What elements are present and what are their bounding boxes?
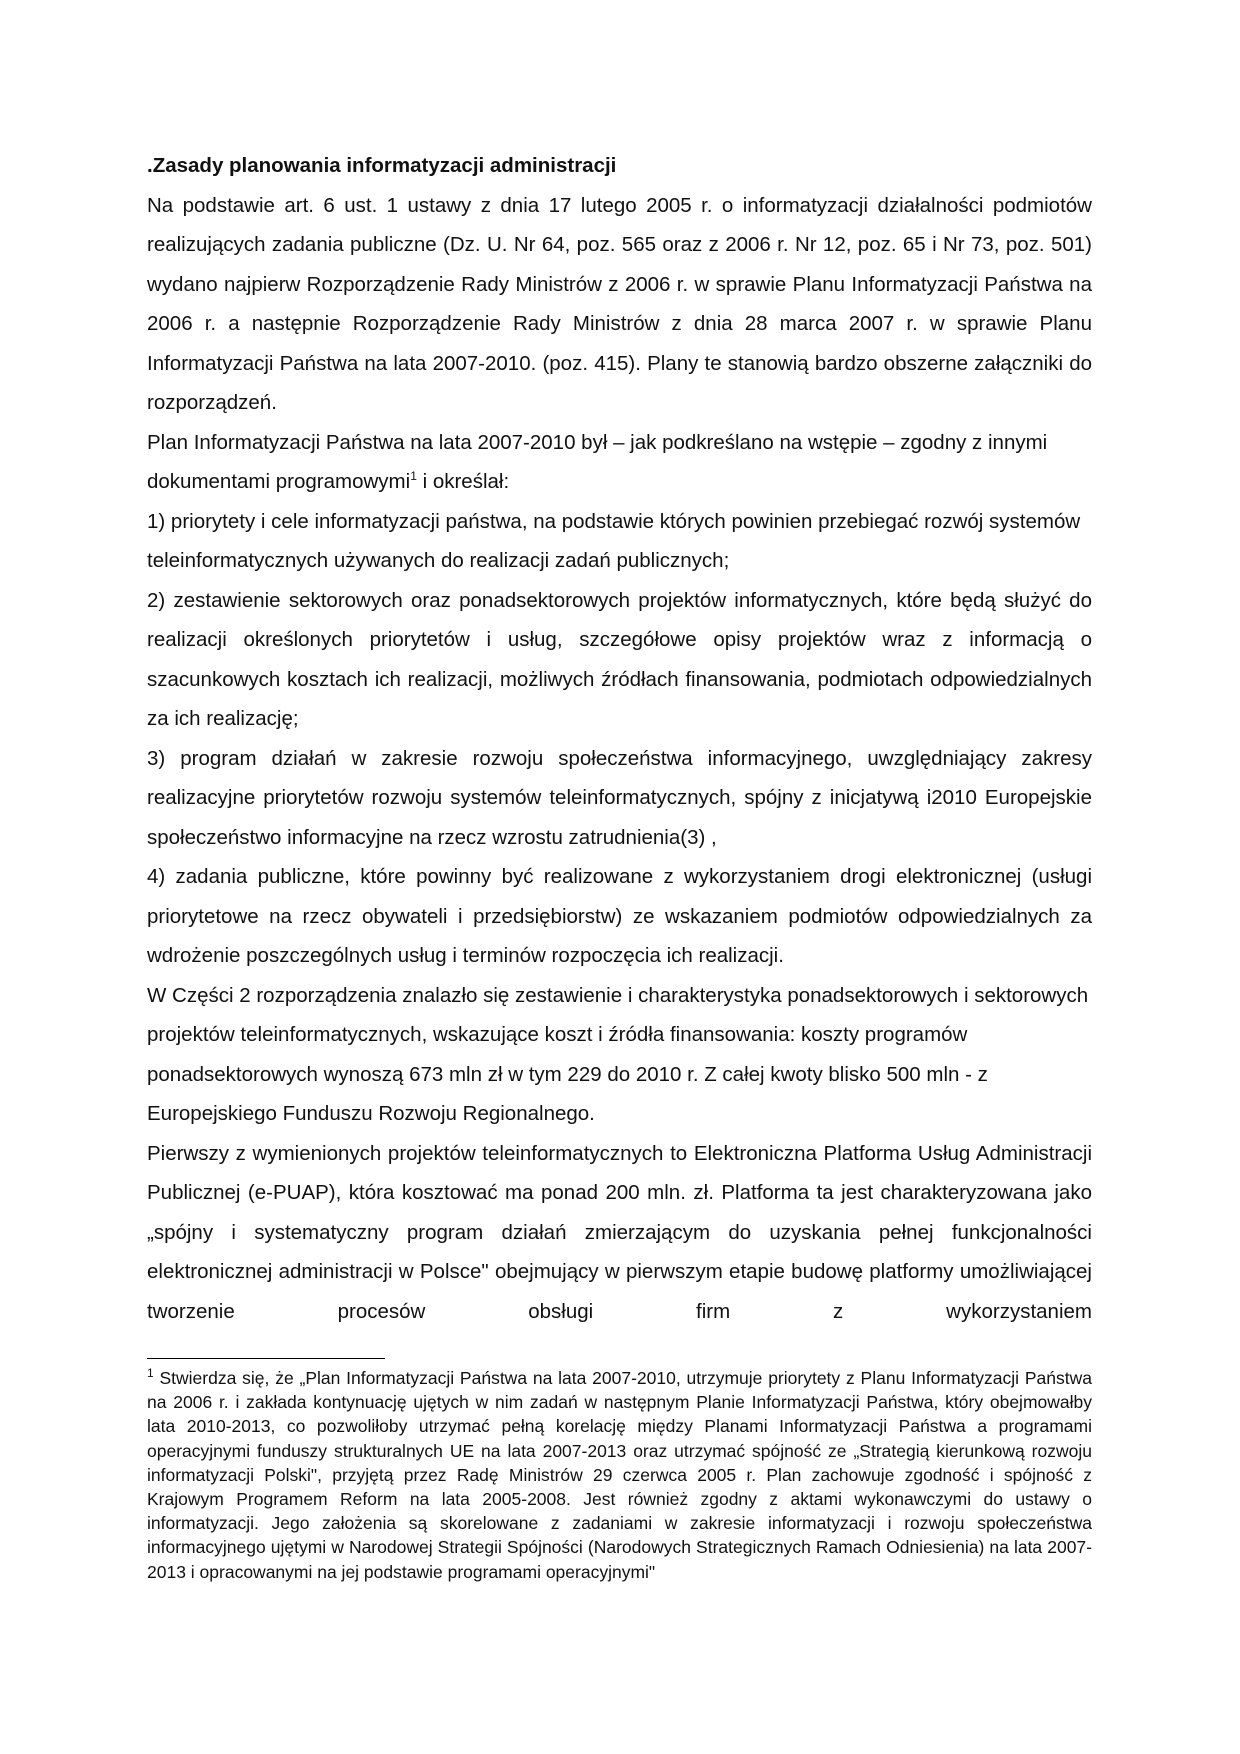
footnote-marker: 1	[147, 1366, 154, 1381]
list-item: 4) zadania publiczne, które powinny być realizowane z wykorzystaniem drogi elektronicznej (usługi priorytetowe na rzecz obywateli i przedsiębiorstw) ze wskazaniem podmiotów odpowiedzialnych za wdrożenie poszczególnych usług i terminów rozpoczęcia ich realizacji.	[147, 865, 1092, 967]
section-title: .Zasady planowania informatyzacji administracji	[147, 154, 617, 177]
list-item: 3) program działań w zakresie rozwoju społeczeństwa informacyjnego, uwzględniający zakresy realizacyjne priorytetów rozwoju systemów teleinformatycznych, spójny z inicjatywą i2010 Europejskie społeczeństwo informacyjne na rzecz wzrostu zatrudnienia(3) ,	[147, 746, 1092, 849]
list-item: 2) zestawienie sektorowych oraz ponadsektorowych projektów informatycznych, które będą służyć do realizacji określonych priorytetów i usług, szczegółowe opisy projektów wraz z informacją o szacunkowych kosztach ich realizacji, możliwych źródłach finansowania, podmiotach odpowiedzialnych za ich realizację;	[147, 588, 1092, 730]
paragraph: Na podstawie art. 6 ust. 1 ustawy z dnia 17 lutego 2005 r. o informatyzacji działalności podmiotów realizujących zadania publiczne (Dz. U. Nr 64, poz. 565 oraz z 2006 r. Nr 12, poz. 65 i Nr 73, poz. 501) wydano najpierw Rozporządzenie Rady Ministrów z 2006 r. w sprawie Planu Informatyzacji Państwa na 2006 r. a następnie Rozporządzenie Rady Ministrów z dnia 28 marca 2007 r. w sprawie Planu Informatyzacji Państwa na lata 2007-2010. (poz. 415). Plany te stanowią bardzo obszerne załączniki do rozporządzeń.	[147, 193, 1092, 414]
footnote-text: Stwierdza się, że „Plan Informatyzacji Państwa na lata 2007-2010, utrzymuje priorytety z Planu Informatyzacji Państwa na 2006 r. i zakłada kontynuację ujętych w nim zadań w następnym Planie Informatyzacji Państwa, który obejmowałby lata 2010-2013, co pozwoliłoby utrzymać pełną korelację między Planami Informatyzacji Państwa a programami operacyjnymi funduszy strukturalnych UE na lata 2007-2013 oraz utrzymać spójność ze „Strategią kierunkową rozwoju informatyzacji Polski", przyjętą przez Radę Ministrów 29 czerwca 2005 r. Plan zachowuje zgodność i spójność z Krajowym Programem Reform na lata 2005-2008. Jest również zgodny z aktami wykonawczymi do ustawy o informatyzacji. Jego założenia są skorelowane z zadaniami w zakresie informatyzacji i rozwoju społeczeństwa informacyjnego ujętymi w Narodowej Strategii Spójności (Narodowych Strategicznych Ramach Odniesienia) na lata 2007-2013 i opracowanymi na jej podstawie programami operacyjnymi"	[147, 1368, 1092, 1582]
paragraph: W Części 2 rozporządzenia znalazło się zestawienie i charakterystyka ponadsektorowych i sektorowych projektów teleinformatycznych, wskazujące koszt i źródła finansowania: koszty programów ponadsektorowych wynoszą 673 mln zł w tym 229 do 2010 r. Z całej kwoty blisko 500 mln - z Europejskiego Funduszu Rozwoju Regionalnego.	[147, 983, 1089, 1125]
paragraph-text: Plan Informatyzacji Państwa na lata 2007-2010 był – jak podkreślano na wstępie – zgodny z innymi dokumentami programowymi	[147, 430, 1048, 493]
footnote-separator	[147, 1358, 385, 1359]
document-body	[147, 146, 1092, 1331]
paragraph-plan	[147, 423, 1092, 502]
footnote-ref[interactable]: 1	[410, 469, 417, 484]
paragraph-text: i określał:	[416, 470, 510, 493]
footnote	[147, 1366, 1092, 1584]
list-item: 1) priorytety i cele informatyzacji państwa, na podstawie których powinien przebiegać rozwój systemów teleinformatycznych używanych do realizacji zadań publicznych;	[147, 509, 1081, 572]
paragraph: Pierwszy z wymienionych projektów teleinformatycznych to Elektroniczna Platforma Usług Administracji Publicznej (e-PUAP), która kosztować ma ponad 200 mln. zł. Platforma ta jest charakteryzowana jako „spójny i systematyczny program działań zmierzającym do uzyskania pełnej funkcjonalności elektronicznej administracji w Polsce" obejmujący w pierwszym etapie budowę platformy umożliwiającej tworzenie procesów obsługi firm z wykorzystaniem	[147, 1141, 1092, 1323]
